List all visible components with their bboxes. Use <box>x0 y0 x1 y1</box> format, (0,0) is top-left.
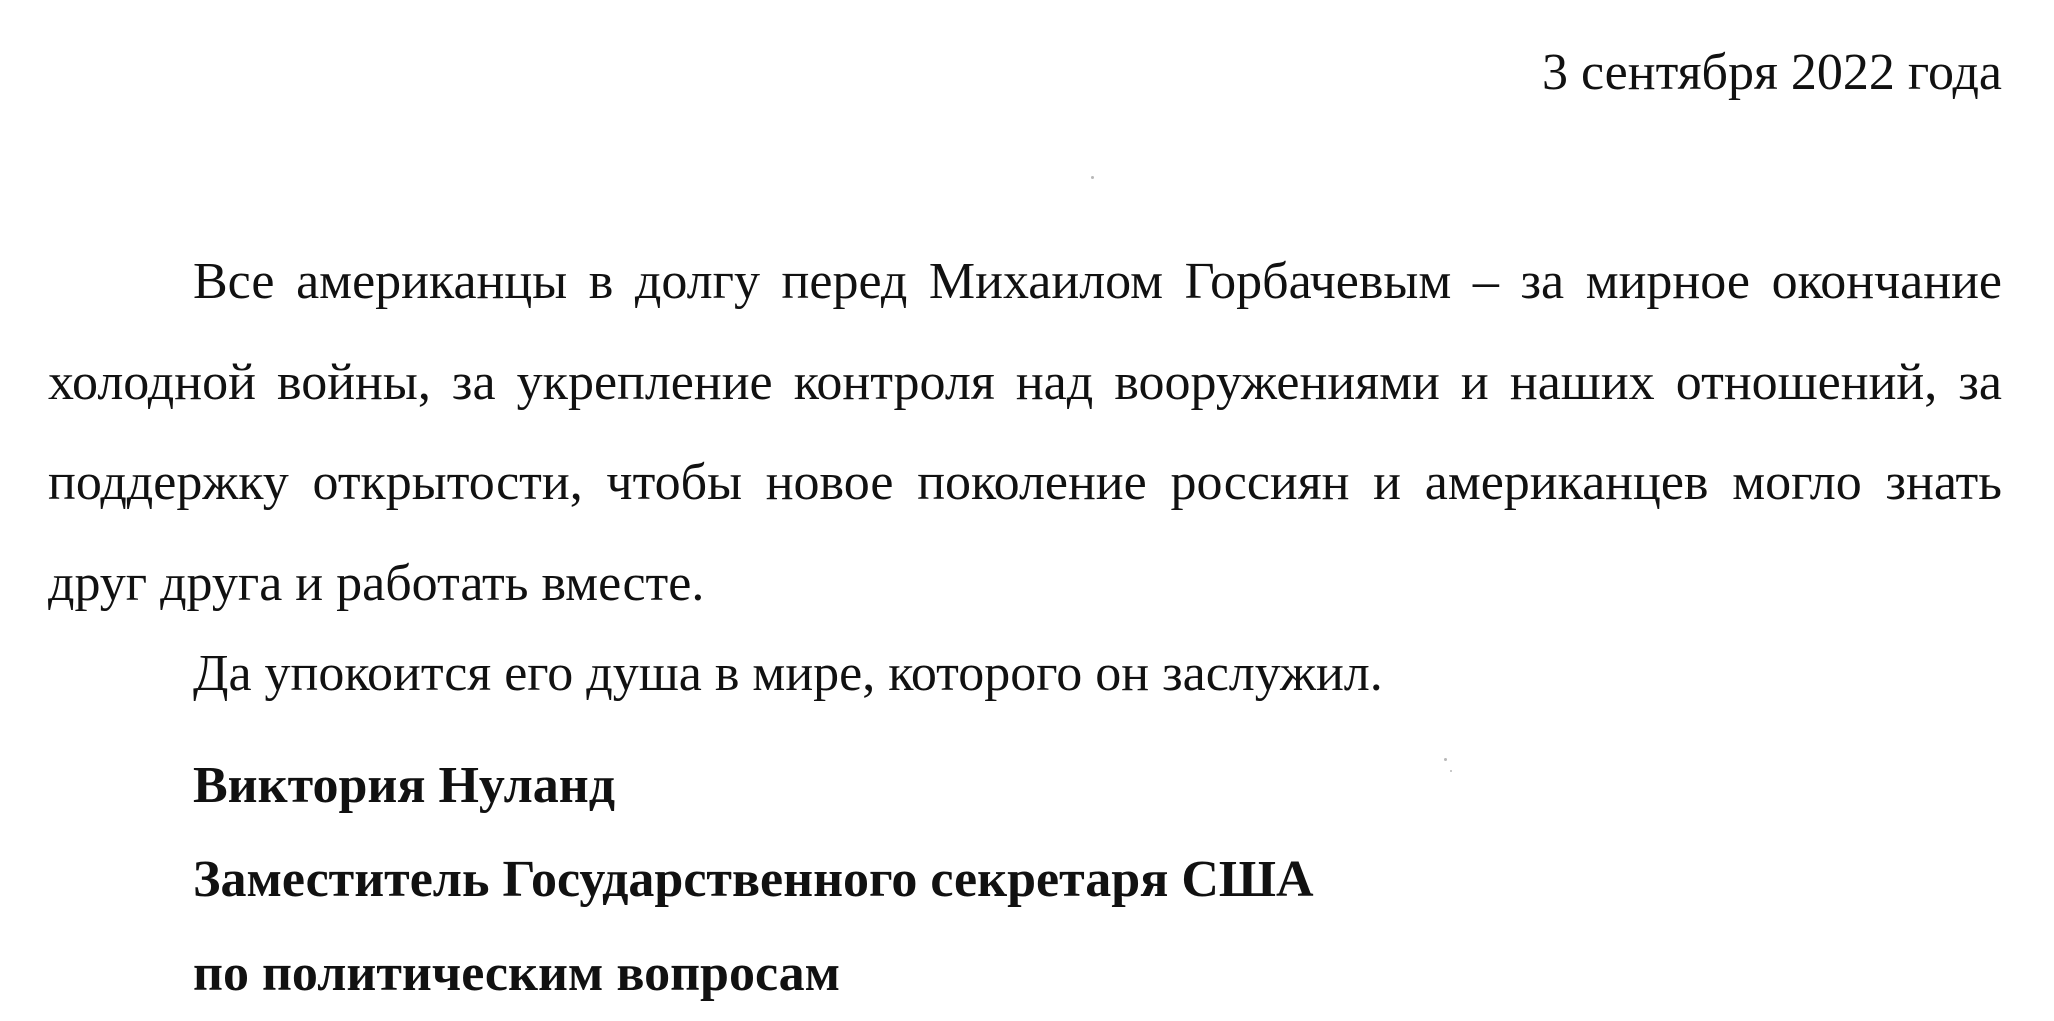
signature-title-line-1: Заместитель Государственного секретаря США <box>193 851 1314 908</box>
scan-speck <box>1444 758 1447 761</box>
signature-name: Виктория Нуланд <box>193 757 616 814</box>
signature-block <box>193 739 1314 1021</box>
scan-speck <box>1450 770 1452 772</box>
signature-title-line-2: по политическим вопросам <box>193 945 841 1002</box>
letter-body-paragraph: Все американцы в долгу перед Михаилом Горбачевым – за мирное окончание холодной войны, за укрепление контроля над вооружениями и наших отношений, за поддержку открытости, чтобы новое поколение россиян и американцев могло знать друг друга и работать вместе. <box>48 253 2002 612</box>
scan-speck <box>1091 176 1094 179</box>
letter-closing: Да упокоится его душа в мире, которого он заслужил. <box>193 645 1383 702</box>
letter-date: 3 сентября 2022 года <box>1541 44 2002 101</box>
